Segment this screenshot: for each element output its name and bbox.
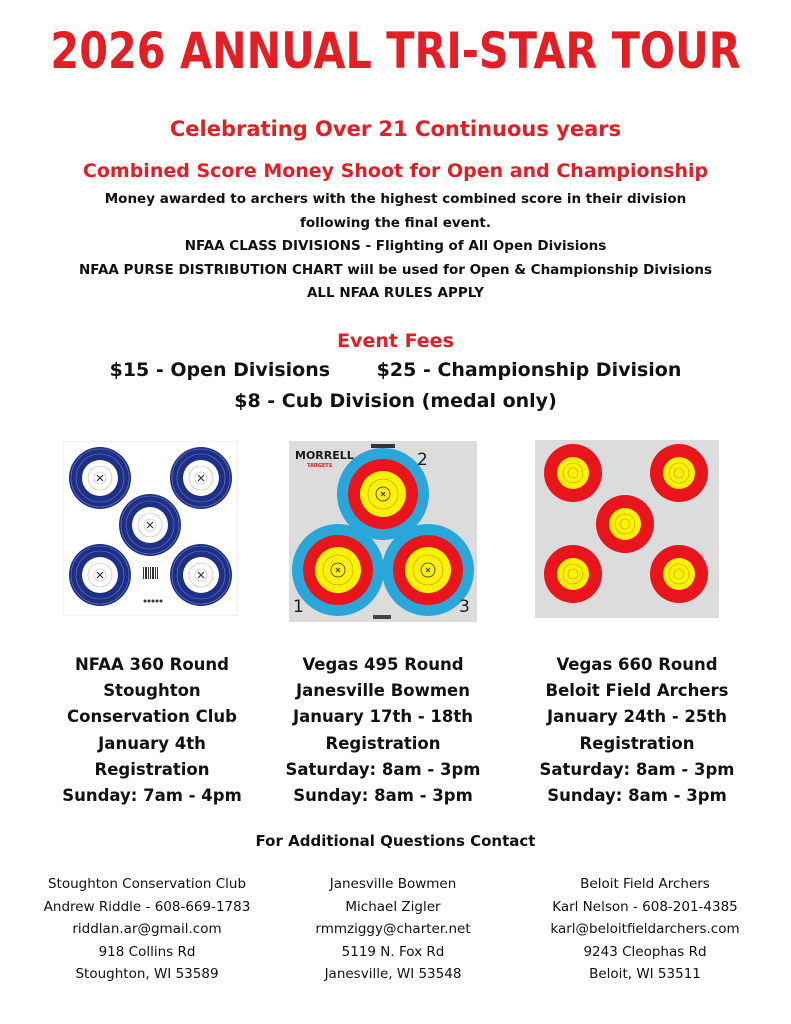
nfaa-five-spot-target-image bbox=[63, 441, 238, 616]
event-line: NFAA 360 Round bbox=[74, 655, 229, 674]
event-line: Registration bbox=[325, 733, 441, 753]
info-line: ALL NFAA RULES APPLY bbox=[306, 285, 485, 301]
event-line: January 24th - 25th bbox=[546, 707, 728, 727]
brand-sub-label: TARGETS bbox=[307, 463, 333, 469]
vegas-three-spot-target-image bbox=[289, 441, 477, 622]
event-line: January 17th - 18th bbox=[292, 707, 474, 727]
event-line: Conservation Club bbox=[67, 707, 237, 727]
brand-label: MORRELL bbox=[295, 449, 354, 462]
event-line: Saturday: 8am - 3pm bbox=[285, 759, 481, 779]
contact-heading: For Additional Questions Contact bbox=[255, 832, 536, 850]
event-line: Sunday: 7am - 4pm bbox=[62, 786, 242, 806]
info-line: NFAA PURSE DISTRIBUTION CHART will be used for Open & Championship Divisions bbox=[78, 261, 713, 278]
fee-cub: $8 - Cub Division (medal only) bbox=[234, 390, 557, 412]
info-line: following the final event. bbox=[299, 214, 492, 231]
event-nfaa-360 bbox=[32, 652, 272, 809]
event-line: Saturday: 8am - 3pm bbox=[539, 759, 735, 779]
event-line: Registration bbox=[94, 759, 210, 779]
contact-line: Stoughton, WI 53589 bbox=[75, 966, 219, 982]
contact-line: 5119 N. Fox Rd bbox=[341, 943, 445, 960]
event-vegas-660 bbox=[517, 652, 757, 809]
event-line: Sunday: 8am - 3pm bbox=[293, 786, 473, 806]
event-vegas-495 bbox=[263, 652, 503, 809]
event-line: Stoughton bbox=[103, 681, 201, 701]
subtitle: Celebrating Over 21 Continuous years bbox=[169, 117, 622, 141]
event-line: Registration bbox=[579, 733, 695, 753]
fee-open: $15 - Open Divisions bbox=[109, 359, 331, 381]
event-line: Vegas 495 Round bbox=[302, 655, 464, 674]
contact-stoughton bbox=[12, 873, 282, 986]
contact-line: Michael Zigler bbox=[345, 898, 441, 915]
info-line: NFAA CLASS DIVISIONS - Flighting of All Open Divisions bbox=[184, 238, 607, 254]
contact-line: Karl Nelson - 608-201-4385 bbox=[552, 898, 738, 915]
barcode-icon bbox=[143, 567, 158, 579]
spot-number: 1 bbox=[293, 597, 304, 617]
contact-line: Beloit Field Archers bbox=[580, 876, 710, 892]
spot-number: 3 bbox=[459, 597, 470, 617]
event-line: January 4th bbox=[98, 733, 206, 753]
contact-line: Andrew Riddle - 608-669-1783 bbox=[43, 898, 251, 915]
contact-line: Janesville, WI 53548 bbox=[324, 966, 462, 982]
fee-championship: $25 - Championship Division bbox=[376, 359, 682, 381]
contact-line: 9243 Cleophas Rd bbox=[583, 943, 707, 960]
info-block bbox=[0, 188, 791, 306]
fees-heading: Event Fees bbox=[337, 330, 454, 352]
event-line: Vegas 660 Round bbox=[556, 655, 718, 674]
spot-number: 2 bbox=[417, 450, 428, 470]
contact-line: Janesville Bowmen bbox=[329, 876, 457, 892]
fees-row bbox=[0, 359, 791, 381]
contact-email[interactable]: karl@beloitfieldarchers.com bbox=[550, 921, 740, 937]
contact-beloit bbox=[510, 873, 780, 986]
contact-email[interactable]: rmmziggy@charter.net bbox=[315, 921, 471, 937]
vegas-five-spot-target-image bbox=[535, 440, 719, 618]
event-line: Janesville Bowmen bbox=[296, 681, 470, 701]
contact-line: Stoughton Conservation Club bbox=[47, 876, 247, 892]
contact-janesville bbox=[258, 873, 528, 986]
event-line: Beloit Field Archers bbox=[545, 681, 729, 701]
flyer-title: 2026 ANNUAL TRI-STAR TOUR bbox=[50, 22, 741, 80]
contact-email[interactable]: riddlan.ar@gmail.com bbox=[72, 921, 222, 937]
event-line: Sunday: 8am - 3pm bbox=[547, 786, 727, 806]
contact-line: 918 Collins Rd bbox=[98, 943, 196, 960]
money-heading: Combined Score Money Shoot for Open and Championship bbox=[82, 160, 709, 182]
contact-line: Beloit, WI 53511 bbox=[589, 966, 701, 982]
info-line: Money awarded to archers with the highest combined score in their division bbox=[104, 191, 687, 207]
